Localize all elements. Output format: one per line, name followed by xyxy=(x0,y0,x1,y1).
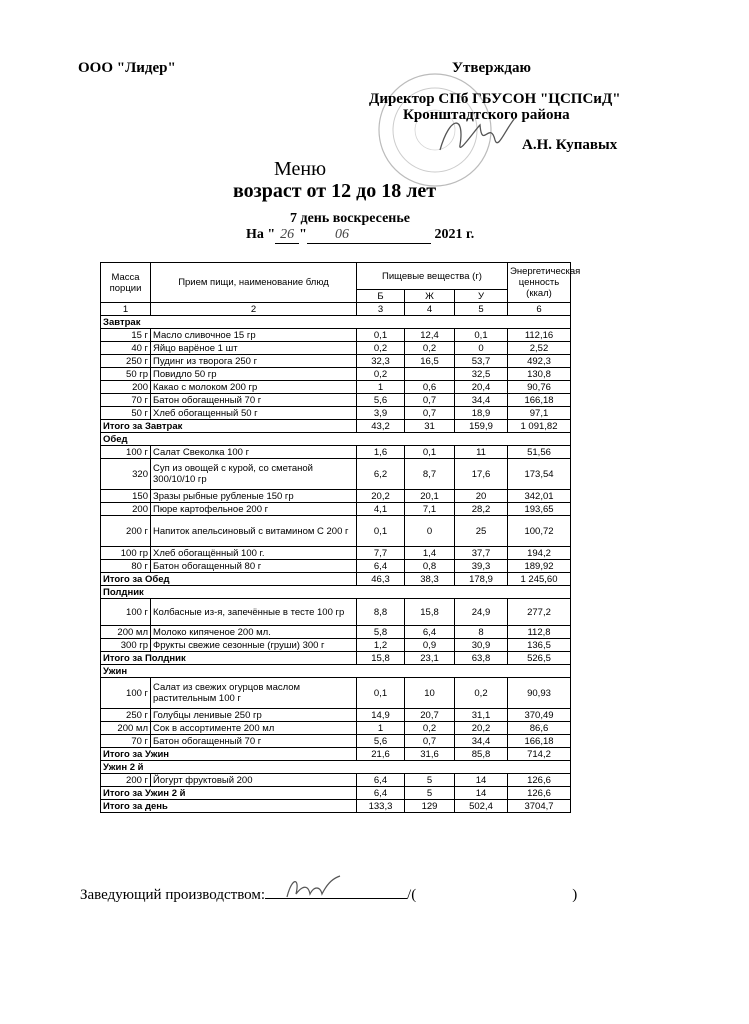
mass-cell: 100 г xyxy=(101,446,151,459)
dish-name-cell: Хлеб обогащенный 50 г xyxy=(151,407,357,420)
director-name: А.Н. Купавых xyxy=(522,137,618,153)
fat-cell: 1,4 xyxy=(405,547,455,560)
mass-cell: 100 г xyxy=(101,599,151,626)
table-row xyxy=(101,516,571,547)
fat-cell xyxy=(405,368,455,381)
total-energy: 714,2 xyxy=(508,748,571,761)
header-u: У xyxy=(455,290,508,303)
total-fat: 31 xyxy=(405,420,455,433)
carbs-cell: 24,9 xyxy=(455,599,508,626)
mass-cell: 200 xyxy=(101,503,151,516)
energy-cell: 90,76 xyxy=(508,381,571,394)
protein-cell: 6,4 xyxy=(357,774,405,787)
fat-cell: 20,1 xyxy=(405,490,455,503)
energy-cell: 86,6 xyxy=(508,722,571,735)
mass-cell: 50 гр xyxy=(101,368,151,381)
table-row xyxy=(101,394,571,407)
fat-cell: 0,2 xyxy=(405,342,455,355)
total-fat: 5 xyxy=(405,787,455,800)
fat-cell: 7,1 xyxy=(405,503,455,516)
total-carbs: 63,8 xyxy=(455,652,508,665)
energy-cell: 342,01 xyxy=(508,490,571,503)
footer-mid: /( xyxy=(407,887,417,903)
protein-cell: 32,3 xyxy=(357,355,405,368)
fat-cell: 0,7 xyxy=(405,735,455,748)
mass-cell: 70 г xyxy=(101,394,151,407)
dish-name-cell: Молоко кипяченое 200 мл. xyxy=(151,626,357,639)
carbs-cell: 20 xyxy=(455,490,508,503)
total-fat: 31,6 xyxy=(405,748,455,761)
table-row xyxy=(101,722,571,735)
total-energy: 1 091,82 xyxy=(508,420,571,433)
protein-cell: 1,2 xyxy=(357,639,405,652)
protein-cell: 0,1 xyxy=(357,329,405,342)
protein-cell: 3,9 xyxy=(357,407,405,420)
dish-name-cell: Йогурт фруктовый 200 xyxy=(151,774,357,787)
total-row-snack xyxy=(101,652,571,665)
mass-cell: 250 г xyxy=(101,709,151,722)
fat-cell: 20,7 xyxy=(405,709,455,722)
mass-cell: 200 мл xyxy=(101,626,151,639)
energy-cell: 173,54 xyxy=(508,459,571,490)
protein-cell: 1 xyxy=(357,722,405,735)
dish-name-cell: Напиток апельсиновый с витамином С 200 г xyxy=(151,516,357,547)
age-range: возраст от 12 до 18 лет xyxy=(233,180,437,202)
carbs-cell: 17,6 xyxy=(455,459,508,490)
table-row xyxy=(101,368,571,381)
carbs-cell: 31,1 xyxy=(455,709,508,722)
protein-cell: 4,1 xyxy=(357,503,405,516)
carbs-cell: 20,2 xyxy=(455,722,508,735)
section-row-dinner xyxy=(101,665,571,678)
day-total-fat: 129 xyxy=(405,800,455,813)
energy-cell: 277,2 xyxy=(508,599,571,626)
mass-cell: 200 xyxy=(101,381,151,394)
header-num-4: 4 xyxy=(405,303,455,316)
energy-cell: 194,2 xyxy=(508,547,571,560)
date-line xyxy=(246,227,474,244)
organization-name: ООО "Лидер" xyxy=(78,60,176,76)
table-row xyxy=(101,639,571,652)
section-title: Полдник xyxy=(101,586,571,599)
protein-cell: 5,8 xyxy=(357,626,405,639)
dish-name-cell: Батон обогащенный 70 г xyxy=(151,394,357,407)
carbs-cell: 34,4 xyxy=(455,735,508,748)
energy-cell: 112,8 xyxy=(508,626,571,639)
dish-name-cell: Повидло 50 гр xyxy=(151,368,357,381)
section-row-breakfast xyxy=(101,316,571,329)
header-nutrients: Пищевые вещества (г) xyxy=(357,263,508,290)
date-mid: " xyxy=(299,227,307,242)
energy-cell: 189,92 xyxy=(508,560,571,573)
menu-table xyxy=(100,262,581,813)
table-row xyxy=(101,547,571,560)
table-row xyxy=(101,503,571,516)
energy-cell: 51,56 xyxy=(508,446,571,459)
fat-cell: 0 xyxy=(405,516,455,547)
approve-label: Утверждаю xyxy=(452,60,531,76)
day-label: 7 день воскресенье xyxy=(290,211,410,226)
protein-cell: 0,1 xyxy=(357,516,405,547)
energy-cell: 492,3 xyxy=(508,355,571,368)
energy-cell: 370,49 xyxy=(508,709,571,722)
manager-signature-icon xyxy=(282,872,352,906)
carbs-cell: 32,5 xyxy=(455,368,508,381)
mass-cell: 50 г xyxy=(101,407,151,420)
total-label: Итого за Ужин xyxy=(101,748,357,761)
protein-cell: 1 xyxy=(357,381,405,394)
footer-label: Заведующий производством: xyxy=(80,887,266,903)
total-label: Итого за Обед xyxy=(101,573,357,586)
date-prefix: На " xyxy=(246,227,276,242)
total-protein: 15,8 xyxy=(357,652,405,665)
dish-name-cell: Салат Свеколка 100 г xyxy=(151,446,357,459)
total-row-dinner2 xyxy=(101,787,571,800)
header-b: Б xyxy=(357,290,405,303)
date-month: 06 xyxy=(307,227,431,244)
protein-cell: 5,6 xyxy=(357,394,405,407)
energy-cell: 90,93 xyxy=(508,678,571,709)
protein-cell: 14,9 xyxy=(357,709,405,722)
mass-cell: 40 г xyxy=(101,342,151,355)
energy-cell: 97,1 xyxy=(508,407,571,420)
dish-name-cell: Зразы рыбные рубленые 150 гр xyxy=(151,490,357,503)
menu-title: Меню xyxy=(273,158,327,180)
carbs-cell: 34,4 xyxy=(455,394,508,407)
mass-cell: 70 г xyxy=(101,735,151,748)
table-row xyxy=(101,329,571,342)
mass-cell: 100 г xyxy=(101,678,151,709)
fat-cell: 0,8 xyxy=(405,560,455,573)
dish-name-cell: Суп из овощей с курой, со сметаной 300/10/10 гр xyxy=(151,459,357,490)
dish-name-cell: Масло сливочное 15 гр xyxy=(151,329,357,342)
mass-cell: 15 г xyxy=(101,329,151,342)
carbs-cell: 28,2 xyxy=(455,503,508,516)
energy-cell: 193,65 xyxy=(508,503,571,516)
total-row-lunch xyxy=(101,573,571,586)
energy-cell: 130,8 xyxy=(508,368,571,381)
carbs-cell: 18,9 xyxy=(455,407,508,420)
protein-cell: 6,2 xyxy=(357,459,405,490)
carbs-cell: 37,7 xyxy=(455,547,508,560)
table-row xyxy=(101,560,571,573)
total-carbs: 178,9 xyxy=(455,573,508,586)
table-row xyxy=(101,407,571,420)
total-fat: 23,1 xyxy=(405,652,455,665)
carbs-cell: 0,2 xyxy=(455,678,508,709)
protein-cell: 7,7 xyxy=(357,547,405,560)
carbs-cell: 11 xyxy=(455,446,508,459)
table-row xyxy=(101,446,571,459)
district-name: Кронштадтского района xyxy=(403,107,570,123)
footer-end: ) xyxy=(572,887,578,903)
dish-name-cell: Батон обогащенный 80 г xyxy=(151,560,357,573)
date-day: 26 xyxy=(275,227,299,244)
section-title: Ужин 2 й xyxy=(101,761,571,774)
dish-name-cell: Хлеб обогащённый 100 г. xyxy=(151,547,357,560)
dish-name-cell: Какао с молоком 200 гр xyxy=(151,381,357,394)
fat-cell: 0,7 xyxy=(405,407,455,420)
protein-cell: 0,1 xyxy=(357,678,405,709)
fat-cell: 6,4 xyxy=(405,626,455,639)
dish-name-cell: Голубцы ленивые 250 гр xyxy=(151,709,357,722)
carbs-cell: 0,1 xyxy=(455,329,508,342)
section-title: Ужин xyxy=(101,665,571,678)
fat-cell: 12,4 xyxy=(405,329,455,342)
table-row xyxy=(101,709,571,722)
protein-cell: 0,2 xyxy=(357,368,405,381)
table-row xyxy=(101,342,571,355)
fat-cell: 0,1 xyxy=(405,446,455,459)
day-total-carbs: 502,4 xyxy=(455,800,508,813)
protein-cell: 20,2 xyxy=(357,490,405,503)
section-row-lunch xyxy=(101,433,571,446)
fat-cell: 10 xyxy=(405,678,455,709)
total-row-breakfast xyxy=(101,420,571,433)
fat-cell: 0,2 xyxy=(405,722,455,735)
section-row-dinner2 xyxy=(101,761,571,774)
total-energy: 526,5 xyxy=(508,652,571,665)
total-row-dinner xyxy=(101,748,571,761)
total-energy: 1 245,60 xyxy=(508,573,571,586)
table-row xyxy=(101,355,571,368)
total-label: Итого за Полдник xyxy=(101,652,357,665)
protein-cell: 5,6 xyxy=(357,735,405,748)
fat-cell: 5 xyxy=(405,774,455,787)
day-total-protein: 133,3 xyxy=(357,800,405,813)
total-carbs: 159,9 xyxy=(455,420,508,433)
carbs-cell: 25 xyxy=(455,516,508,547)
total-label: Итого за Ужин 2 й xyxy=(101,787,357,800)
dish-name-cell: Пюре картофельное 200 г xyxy=(151,503,357,516)
dish-name-cell: Пудинг из творога 250 г xyxy=(151,355,357,368)
energy-cell: 126,6 xyxy=(508,774,571,787)
carbs-cell: 30,9 xyxy=(455,639,508,652)
day-total-row xyxy=(101,800,571,813)
dish-name-cell: Фрукты свежие сезонные (груши) 300 г xyxy=(151,639,357,652)
mass-cell: 200 г xyxy=(101,516,151,547)
mass-cell: 250 г xyxy=(101,355,151,368)
fat-cell: 0,6 xyxy=(405,381,455,394)
header-num-1: 1 xyxy=(101,303,151,316)
fat-cell: 16,5 xyxy=(405,355,455,368)
carbs-cell: 8 xyxy=(455,626,508,639)
total-protein: 43,2 xyxy=(357,420,405,433)
protein-cell: 1,6 xyxy=(357,446,405,459)
fat-cell: 15,8 xyxy=(405,599,455,626)
header-num-5: 5 xyxy=(455,303,508,316)
fat-cell: 0,7 xyxy=(405,394,455,407)
protein-cell: 8,8 xyxy=(357,599,405,626)
section-title: Обед xyxy=(101,433,571,446)
section-row-snack xyxy=(101,586,571,599)
mass-cell: 300 гр xyxy=(101,639,151,652)
mass-cell: 200 г xyxy=(101,774,151,787)
mass-cell: 100 гр xyxy=(101,547,151,560)
table-row xyxy=(101,381,571,394)
date-year: 2021 г. xyxy=(434,227,475,242)
mass-cell: 80 г xyxy=(101,560,151,573)
energy-cell: 2,52 xyxy=(508,342,571,355)
total-carbs: 85,8 xyxy=(455,748,508,761)
dish-name-cell: Яйцо варёное 1 шт xyxy=(151,342,357,355)
protein-cell: 6,4 xyxy=(357,560,405,573)
table-row xyxy=(101,678,571,709)
table-row xyxy=(101,599,571,626)
total-protein: 46,3 xyxy=(357,573,405,586)
total-protein: 21,6 xyxy=(357,748,405,761)
header-zh: Ж xyxy=(405,290,455,303)
section-title: Завтрак xyxy=(101,316,571,329)
header-mass: Масса порции xyxy=(101,263,151,303)
mass-cell: 200 мл xyxy=(101,722,151,735)
carbs-cell: 53,7 xyxy=(455,355,508,368)
total-carbs: 14 xyxy=(455,787,508,800)
carbs-cell: 20,4 xyxy=(455,381,508,394)
total-energy: 126,6 xyxy=(508,787,571,800)
energy-cell: 100,72 xyxy=(508,516,571,547)
table-row xyxy=(101,735,571,748)
carbs-cell: 14 xyxy=(455,774,508,787)
energy-cell: 166,18 xyxy=(508,735,571,748)
dish-name-cell: Сок в ассортименте 200 мл xyxy=(151,722,357,735)
table-row xyxy=(101,774,571,787)
dish-name-cell: Колбасные из-я, запечённые в тесте 100 гр xyxy=(151,599,357,626)
header-num-2: 2 xyxy=(151,303,357,316)
energy-cell: 136,5 xyxy=(508,639,571,652)
table-row xyxy=(101,490,571,503)
day-total-energy: 3704,7 xyxy=(508,800,571,813)
total-fat: 38,3 xyxy=(405,573,455,586)
table-row xyxy=(101,459,571,490)
total-label: Итого за Завтрак xyxy=(101,420,357,433)
day-total-label: Итого за день xyxy=(101,800,357,813)
dish-name-cell: Салат из свежих огурцов маслом растительным 100 г xyxy=(151,678,357,709)
mass-cell: 320 xyxy=(101,459,151,490)
carbs-cell: 39,3 xyxy=(455,560,508,573)
carbs-cell: 0 xyxy=(455,342,508,355)
protein-cell: 0,2 xyxy=(357,342,405,355)
dish-name-cell: Батон обогащенный 70 г xyxy=(151,735,357,748)
energy-cell: 112,16 xyxy=(508,329,571,342)
table-row xyxy=(101,626,571,639)
mass-cell: 150 xyxy=(101,490,151,503)
header-name: Прием пищи, наименование блюд xyxy=(151,263,357,303)
menu-body xyxy=(101,316,571,813)
header-num-3: 3 xyxy=(357,303,405,316)
header-energy: Энергетическая ценность (ккал) xyxy=(508,263,571,303)
director-title: Директор СПб ГБУСОН "ЦСПСиД" xyxy=(369,91,621,107)
fat-cell: 8,7 xyxy=(405,459,455,490)
header-num-6: 6 xyxy=(508,303,571,316)
energy-cell: 166,18 xyxy=(508,394,571,407)
total-protein: 6,4 xyxy=(357,787,405,800)
fat-cell: 0,9 xyxy=(405,639,455,652)
